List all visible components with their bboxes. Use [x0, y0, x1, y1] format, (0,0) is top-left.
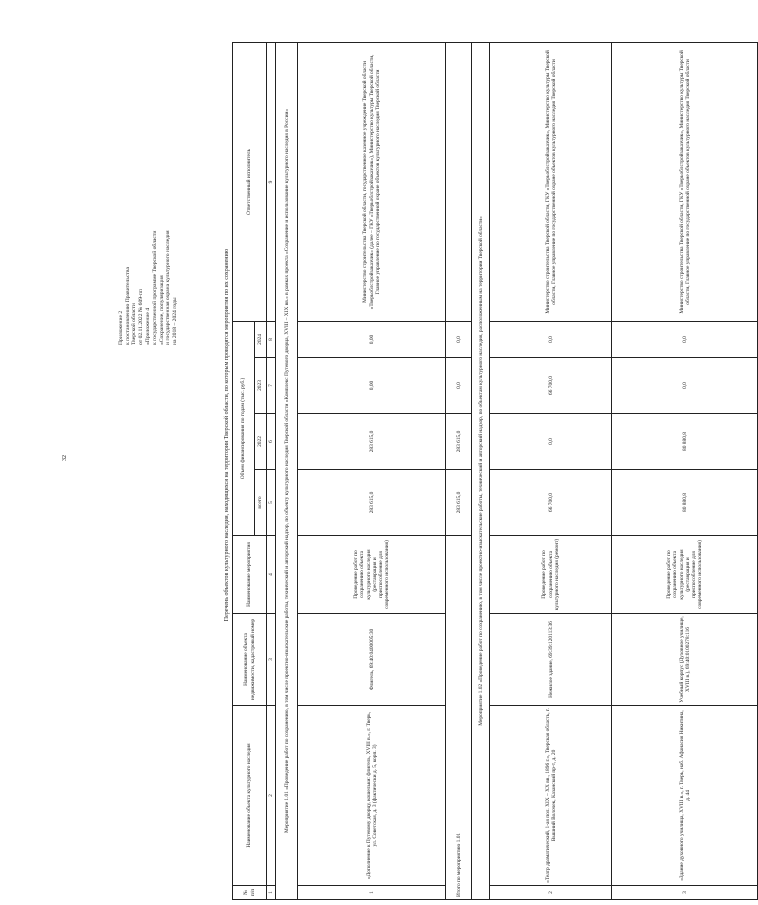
row-total: 283 615,0 — [298, 470, 446, 536]
header-total: всего — [255, 470, 267, 536]
header-line: на 2018 – 2024 годы — [171, 297, 178, 345]
row-2022: 283 615,0 — [298, 414, 446, 470]
row-2023: 0,00 — [298, 358, 446, 414]
row-num: 1 — [298, 886, 446, 900]
table-row — [612, 42, 758, 899]
row-2024: 0,0 — [612, 321, 758, 357]
col-number: 2 — [267, 706, 276, 886]
col-number: 1 — [267, 886, 276, 900]
page-number: 32 — [62, 455, 68, 461]
row-object-name: «Театр драматический, 1-ая пол. XIX – XX вв., 1896 г.», Тверская область, г. Вышний Волочек, Казанский пр-т, д. 20 — [490, 706, 612, 886]
document-title: Перечень объектов культурного наследия, находящихся на территории Тверской области, по которым проводятся мероприятия по их сохранению — [224, 248, 230, 622]
row-real-estate: Учебный корпус (Духовное училище, XVIII в.), 69:40:0100278:116 — [612, 614, 758, 706]
table-row — [298, 42, 446, 899]
total-2024: 0,0 — [446, 321, 472, 357]
header-object-name: Наименование объекта культурного наследия — [233, 706, 267, 886]
total-row — [446, 42, 472, 899]
header-line: «Приложение 4 — [145, 307, 152, 345]
header-line: и государственная охрана культурного наследия — [165, 230, 172, 345]
header-real-estate: Наименование объекта недвижимости, кадастровый номер — [233, 614, 267, 706]
row-measure: Проведение работ по сохранению объекта культурного наследия (реставрация и приспособление для современного использования) — [612, 536, 758, 614]
header-finance-group: Объем финансирования по годам (тыс. руб.) — [233, 321, 255, 535]
col-number: 4 — [267, 536, 276, 614]
heritage-objects-table — [232, 42, 758, 900]
header-line: Тверской области — [131, 303, 138, 345]
header-line: «Сохранение, популяризация — [158, 275, 165, 345]
row-num: 2 — [490, 886, 612, 900]
total-executor-empty — [446, 42, 472, 321]
col-number: 8 — [267, 321, 276, 357]
column-number-row — [267, 42, 276, 899]
row-executor: Министерство строительства Тверской области, государственное казенное учреждение Тверской области «Тверьоблстройзаказчик» (далее – ГКУ «Тверьоблстройзаказчик»), Министерство культуры Тверской области, Главное управление по государственной охране объектов культурного наследия Тверской области — [298, 42, 446, 321]
row-object-name: «Дополнение к Путевому дворцу, кошельки: флигель, XVIII в.», г. Тверь, ул. Советская, д. 3 (фактически д. 5, корп. 3) — [298, 706, 446, 886]
header-line: Приложение 2 — [118, 310, 124, 345]
row-2023: 0,0 — [612, 358, 758, 414]
table-row — [490, 42, 612, 899]
total-2023: 0,0 — [446, 358, 472, 414]
header-2023: 2023 — [255, 358, 267, 414]
total-sum: 283 615,0 — [446, 470, 472, 536]
row-executor: Министерство строительства Тверской области, ГКУ «Тверьоблстройзаказчик», Министерство культуры Тверской области, Главное управление по государственной охране объектов культурного наследия Тверской области — [490, 42, 612, 321]
col-number: 9 — [267, 42, 276, 321]
row-total: 80 880,8 — [612, 470, 758, 536]
header-2022: 2022 — [255, 414, 267, 470]
section-heading-1-01: Мероприятие 1.01 «Проведение работ по сохранению, в том числе проектно-изыскательские работы, технический и авторский надзор, по объекту культурного наследия Тверской области «Комплекс Путевого дворца, XVIII – XIX вв.» в рамках проекта «Сохранение и использование культурного наследия в России» — [276, 42, 298, 899]
section-heading-1-02: Мероприятие 1.02 «Проведение работ по сохранению, в том числе проектно-изыскательские работы, технический и авторский надзор, по объектам культурного наследия, расположенным на территории Тверской области» — [472, 42, 490, 899]
row-executor: Министерство строительства Тверской области, ГКУ «Тверьоблстройзаказчик», Министерство культуры Тверской области, Главное управление по государственной охране объектов культурного наследия Тверской области — [612, 42, 758, 321]
row-total: 66 700,0 — [490, 470, 612, 536]
row-2024: 0,0 — [490, 321, 612, 357]
col-number: 3 — [267, 614, 276, 706]
row-object-name: «Здание духовного училища, XVIII в.», г. Тверь, наб. Афанасия Никитина, д. 44 — [612, 706, 758, 886]
row-2022: 0,0 — [490, 414, 612, 470]
header-num: № п/п — [233, 886, 267, 900]
row-measure: Проведение работ по сохранению объекта культурного наследия (ремонт) — [490, 536, 612, 614]
total-2022: 283 615,0 — [446, 414, 472, 470]
row-real-estate: Флигель, 69:40:0400005:30 — [298, 614, 446, 706]
row-measure: Проведение работ по сохранению объекта культурного наследия (реставрация и приспособление для современного использования) — [298, 536, 446, 614]
row-num: 3 — [612, 886, 758, 900]
total-label: Итого по мероприятию 1.01 — [446, 536, 472, 900]
header-line: к постановлению Правительства — [124, 267, 131, 345]
col-number: 6 — [267, 414, 276, 470]
appendix-header — [118, 105, 178, 345]
header-2024: 2024 — [255, 321, 267, 357]
row-2022: 80 880,8 — [612, 414, 758, 470]
header-measure: Наименование мероприятия — [233, 536, 267, 614]
row-2023: 66 700,0 — [490, 358, 612, 414]
col-number: 5 — [267, 470, 276, 536]
header-line: к государственной программе Тверской области — [151, 230, 158, 345]
row-real-estate: Нежилое здание, 69:39:120113:36 — [490, 614, 612, 706]
col-number: 7 — [267, 358, 276, 414]
header-executor: Ответственный исполнитель — [233, 42, 267, 321]
row-2024: 0,00 — [298, 321, 446, 357]
header-line: от 02.11.2022 № 609-пп — [137, 289, 144, 345]
